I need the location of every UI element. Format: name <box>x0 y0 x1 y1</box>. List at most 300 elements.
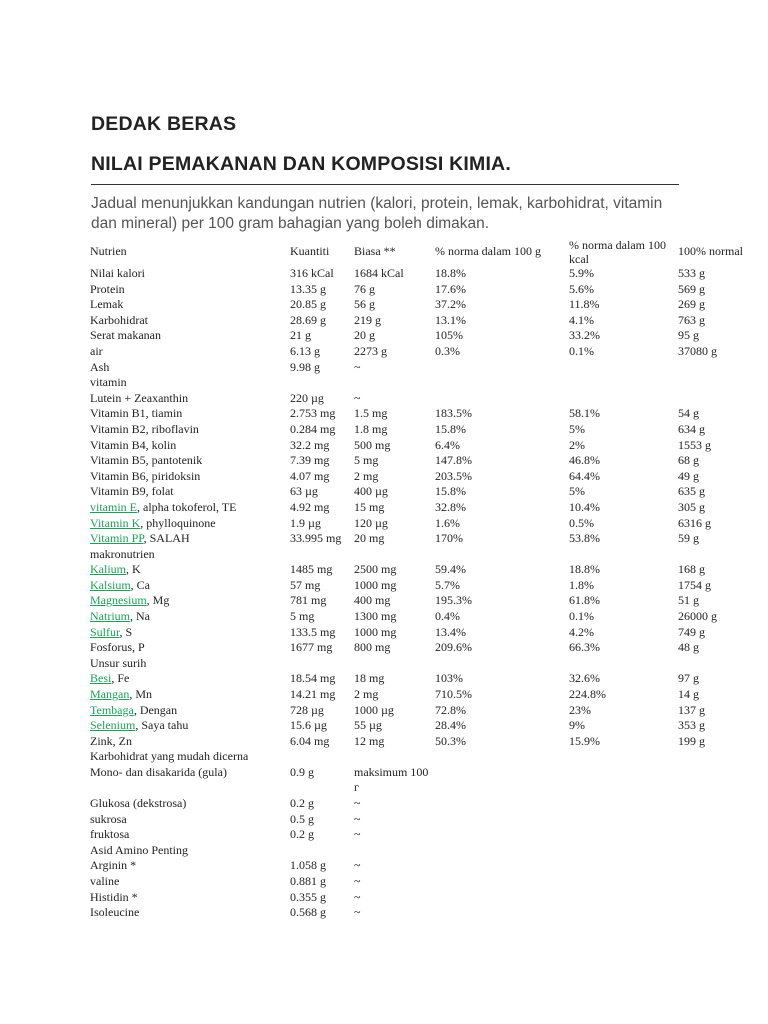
cell-quantity <box>290 749 354 765</box>
cell-full-norm: 59 g <box>678 531 699 546</box>
cell-quantity: 2.753 mg <box>290 406 336 421</box>
table-row <box>90 687 768 703</box>
nutrient-label: Vitamin B5, pantotenik <box>90 453 203 468</box>
cell-pct-100kcal: 53.8% <box>569 531 600 546</box>
cell-quantity: 14.21 mg <box>290 687 336 702</box>
cell-norm: 76 g <box>354 281 375 296</box>
cell-pct-100g: 17.6% <box>435 281 466 296</box>
table-header-row <box>90 237 768 266</box>
cell-nutrient <box>90 578 290 594</box>
nutrient-label: vitamin <box>90 375 127 390</box>
cell-nutrient <box>90 640 290 656</box>
cell-full-norm: 1754 g <box>678 577 711 592</box>
cell-norm: 2 mg <box>354 468 379 483</box>
cell-quantity <box>290 843 354 859</box>
table-row <box>90 562 768 578</box>
nutrient-label: Unsur surih <box>90 655 147 670</box>
cell-pct-100kcal: 61.8% <box>569 593 600 608</box>
table-row <box>90 438 768 454</box>
cell-pct-100g: 170% <box>435 531 463 546</box>
nutrient-label: , Ca <box>130 577 151 592</box>
cell-pct-100kcal: 32.6% <box>569 671 600 686</box>
cell-nutrient <box>90 656 290 672</box>
nutrient-label: Nilai kalori <box>90 266 145 280</box>
table-row <box>90 282 768 298</box>
cell-pct-100kcal <box>569 812 678 828</box>
cell-norm <box>354 375 435 391</box>
cell-full-norm: 137 g <box>678 702 705 717</box>
cell-full-norm <box>678 843 768 859</box>
cell-pct-100kcal <box>569 656 678 672</box>
header-nutrient: Nutrien <box>90 243 127 258</box>
cell-full-norm: 48 g <box>678 640 699 655</box>
intro-paragraph: Jadual menunjukkan kandungan nutrien (kalori, protein, lemak, karbohidrat, vitamin dan mineral) per 100 gram bahagian yang boleh dimakan. <box>91 195 663 232</box>
cell-norm: 2500 mg <box>354 562 397 577</box>
nutrient-label: Ash <box>90 359 110 374</box>
cell-pct-100g: 13.4% <box>435 624 466 639</box>
cell-pct-100kcal: 23% <box>569 702 591 717</box>
nutrient-label: Vitamin B4, kolin <box>90 437 177 452</box>
cell-nutrient <box>90 313 290 329</box>
cell-full-norm: 168 g <box>678 562 705 577</box>
nutrient-link[interactable]: Kalium <box>90 562 126 577</box>
cell-pct-100kcal: 46.8% <box>569 453 600 468</box>
cell-pct-100g: 710.5% <box>435 687 472 702</box>
cell-pct-100kcal <box>569 890 678 906</box>
cell-full-norm: 37080 g <box>678 343 717 358</box>
cell-norm: 1300 mg <box>354 609 397 624</box>
cell-nutrient <box>90 484 290 500</box>
cell-nutrient <box>90 749 290 765</box>
cell-nutrient <box>90 703 290 719</box>
cell-full-norm <box>678 874 768 890</box>
cell-quantity: 18.54 mg <box>290 671 336 686</box>
cell-full-norm <box>678 375 768 391</box>
cell-nutrient <box>90 469 290 485</box>
table-row <box>90 625 768 641</box>
table-row <box>90 843 768 859</box>
cell-pct-100kcal <box>569 360 678 376</box>
cell-nutrient <box>90 360 290 376</box>
nutrient-label: , Dengan <box>133 702 178 717</box>
cell-full-norm: 749 g <box>678 624 705 639</box>
cell-quantity: 57 mg <box>290 577 321 592</box>
cell-pct-100kcal: 5.9% <box>569 266 594 280</box>
cell-pct-100kcal: 0.1% <box>569 609 594 624</box>
cell-full-norm <box>678 656 768 672</box>
cell-quantity: 15.6 µg <box>290 718 327 733</box>
cell-full-norm: 763 g <box>678 312 705 327</box>
cell-full-norm <box>678 890 768 906</box>
cell-nutrient <box>90 375 290 391</box>
cell-pct-100kcal <box>569 827 678 843</box>
cell-norm <box>354 547 435 563</box>
table-row <box>90 328 768 344</box>
cell-norm: 400 µg <box>354 484 388 499</box>
cell-quantity: 1.9 µg <box>290 515 321 530</box>
table-row <box>90 703 768 719</box>
cell-pct-100g: 32.8% <box>435 499 466 514</box>
cell-nutrient <box>90 874 290 890</box>
nutrient-label: Arginin * <box>90 858 137 873</box>
cell-norm: 1000 µg <box>354 702 394 717</box>
cell-pct-100kcal: 5% <box>569 421 585 436</box>
table-row <box>90 827 768 843</box>
cell-pct-100kcal: 5% <box>569 484 585 499</box>
cell-nutrient <box>90 438 290 454</box>
cell-full-norm <box>678 765 768 796</box>
table-row <box>90 469 768 485</box>
cell-norm: 500 mg <box>354 437 391 452</box>
table-row <box>90 905 768 921</box>
cell-full-norm <box>678 547 768 563</box>
cell-full-norm <box>678 812 768 828</box>
cell-pct-100kcal: 5.6% <box>569 281 594 296</box>
cell-quantity: 1485 mg <box>290 562 333 577</box>
cell-quantity <box>290 656 354 672</box>
cell-norm: ~ <box>354 827 361 842</box>
cell-pct-100g <box>435 656 569 672</box>
table-row <box>90 656 768 672</box>
table-row <box>90 422 768 438</box>
nutrient-label: , Mn <box>129 687 152 702</box>
header-norm: Biasa ** <box>354 243 396 258</box>
table-row <box>90 453 768 469</box>
cell-nutrient <box>90 422 290 438</box>
cell-pct-100kcal: 10.4% <box>569 499 600 514</box>
nutrient-link[interactable]: Vitamin PP <box>90 531 144 546</box>
cell-full-norm: 54 g <box>678 406 699 421</box>
cell-full-norm <box>678 858 768 874</box>
cell-pct-100kcal: 58.1% <box>569 406 600 421</box>
table-row <box>90 718 768 734</box>
cell-nutrient <box>90 547 290 563</box>
cell-pct-100g: 0.4% <box>435 609 460 624</box>
cell-nutrient <box>90 282 290 298</box>
table-row <box>90 547 768 563</box>
cell-pct-100g <box>435 874 569 890</box>
cell-nutrient <box>90 500 290 516</box>
cell-quantity: 0.2 g <box>290 827 314 842</box>
cell-pct-100g <box>435 547 569 563</box>
cell-norm: 219 g <box>354 312 381 327</box>
cell-pct-100kcal <box>569 375 678 391</box>
cell-quantity: 1.058 g <box>290 858 326 873</box>
nutrient-label: Karbohidrat yang mudah dicerna <box>90 749 249 764</box>
nutrient-link[interactable]: Magnesium <box>90 593 147 608</box>
nutrient-link[interactable]: Kalsium <box>90 577 131 592</box>
cell-nutrient <box>90 718 290 734</box>
cell-quantity: 9.98 g <box>290 359 320 374</box>
cell-nutrient <box>90 531 290 547</box>
nutrient-label: , S <box>119 624 133 639</box>
table-row <box>90 391 768 407</box>
cell-quantity: 7.39 mg <box>290 453 330 468</box>
nutrient-label: Protein <box>90 281 125 296</box>
cell-pct-100g: 37.2% <box>435 297 466 312</box>
cell-nutrient <box>90 858 290 874</box>
table-row <box>90 765 768 796</box>
nutrient-label: sukrosa <box>90 811 127 826</box>
header-full-norm: 100% normal <box>678 243 743 258</box>
cell-pct-100g <box>435 375 569 391</box>
cell-quantity: 33.995 mg <box>290 531 342 546</box>
cell-nutrient <box>90 453 290 469</box>
cell-nutrient <box>90 266 290 282</box>
cell-full-norm: 68 g <box>678 453 699 468</box>
cell-quantity: 13.35 g <box>290 281 326 296</box>
cell-pct-100g <box>435 360 569 376</box>
cell-norm: 1000 mg <box>354 577 397 592</box>
cell-pct-100kcal: 0.1% <box>569 343 594 358</box>
cell-quantity: 28.69 g <box>290 312 326 327</box>
cell-pct-100g: 147.8% <box>435 453 472 468</box>
cell-nutrient <box>90 344 290 360</box>
cell-pct-100g: 15.8% <box>435 421 466 436</box>
cell-quantity: 781 mg <box>290 593 327 608</box>
nutrient-label: , alpha tokoferol, TE <box>137 499 237 514</box>
cell-norm: 1000 mg <box>354 624 397 639</box>
header-quantity: Kuantiti <box>290 243 330 258</box>
table-row <box>90 578 768 594</box>
cell-norm: ~ <box>354 811 361 826</box>
nutrient-label: Vitamin B6, piridoksin <box>90 468 201 483</box>
cell-pct-100kcal: 66.3% <box>569 640 600 655</box>
cell-pct-100g: 195.3% <box>435 593 472 608</box>
nutrient-label: , Na <box>130 609 150 624</box>
cell-pct-100g: 18.8% <box>435 266 466 280</box>
cell-norm: 15 mg <box>354 499 385 514</box>
cell-nutrient <box>90 812 290 828</box>
nutrient-label: Histidin * <box>90 889 138 904</box>
cell-pct-100g: 105% <box>435 328 463 343</box>
nutrient-label: Isoleucine <box>90 905 140 920</box>
cell-pct-100g: 5.7% <box>435 577 460 592</box>
cell-pct-100kcal <box>569 874 678 890</box>
cell-norm: ~ <box>354 858 361 873</box>
cell-pct-100g <box>435 765 569 796</box>
nutrient-link[interactable]: Tembaga <box>90 702 134 717</box>
cell-full-norm: 95 g <box>678 328 699 343</box>
cell-full-norm <box>678 749 768 765</box>
cell-pct-100g <box>435 796 569 812</box>
table-row <box>90 344 768 360</box>
nutrient-label: makronutrien <box>90 546 155 561</box>
cell-pct-100kcal: 4.2% <box>569 624 594 639</box>
cell-pct-100kcal: 224.8% <box>569 687 606 702</box>
cell-full-norm <box>678 905 768 921</box>
cell-nutrient <box>90 593 290 609</box>
table-row <box>90 297 768 313</box>
header-pct-100g: % norma dalam 100 g <box>435 243 541 258</box>
cell-pct-100kcal <box>569 391 678 407</box>
cell-pct-100g: 103% <box>435 671 463 686</box>
cell-nutrient <box>90 625 290 641</box>
table-row <box>90 640 768 656</box>
table-row <box>90 734 768 750</box>
cell-pct-100g <box>435 749 569 765</box>
cell-pct-100kcal: 1.8% <box>569 577 594 592</box>
nutrient-label: Zink, Zn <box>90 733 132 748</box>
cell-quantity: 0.9 g <box>290 765 314 779</box>
cell-pct-100kcal <box>569 796 678 812</box>
cell-pct-100g: 183.5% <box>435 406 472 421</box>
cell-norm: 12 mg <box>354 733 385 748</box>
cell-full-norm <box>678 796 768 812</box>
cell-full-norm <box>678 827 768 843</box>
cell-quantity: 0.881 g <box>290 873 326 888</box>
cell-full-norm: 97 g <box>678 671 699 686</box>
cell-nutrient <box>90 562 290 578</box>
cell-full-norm: 569 g <box>678 281 705 296</box>
nutrient-label: Mono- dan disakarida (gula) <box>90 765 227 779</box>
cell-full-norm <box>678 391 768 407</box>
table-row <box>90 874 768 890</box>
cell-nutrient <box>90 687 290 703</box>
cell-norm: 55 µg <box>354 718 382 733</box>
cell-pct-100kcal: 15.9% <box>569 733 600 748</box>
cell-norm: ~ <box>354 796 361 810</box>
nutrient-label: , K <box>126 562 141 577</box>
nutrient-label: , SALAH <box>143 531 190 546</box>
cell-pct-100kcal <box>569 749 678 765</box>
table-row <box>90 516 768 532</box>
cell-quantity: 0.355 g <box>290 889 326 904</box>
cell-nutrient <box>90 905 290 921</box>
cell-full-norm: 14 g <box>678 687 699 702</box>
cell-nutrient <box>90 827 290 843</box>
cell-pct-100g: 6.4% <box>435 437 460 452</box>
nutrient-label: , phylloquinone <box>140 515 216 530</box>
cell-nutrient <box>90 765 290 796</box>
cell-nutrient <box>90 609 290 625</box>
cell-norm: ~ <box>354 889 361 904</box>
cell-pct-100kcal: 64.4% <box>569 468 600 483</box>
cell-norm: 800 mg <box>354 640 391 655</box>
nutrient-label: Serat makanan <box>90 328 161 343</box>
cell-pct-100g <box>435 843 569 859</box>
table-row <box>90 749 768 765</box>
nutrient-label: Vitamin B9, folat <box>90 484 174 499</box>
nutrient-link[interactable]: Vitamin K <box>90 515 141 530</box>
cell-norm: ~ <box>354 905 361 920</box>
cell-norm: 1.8 mg <box>354 421 388 436</box>
cell-full-norm: 6316 g <box>678 515 711 530</box>
cell-norm: 2273 g <box>354 343 387 358</box>
cell-full-norm: 1553 g <box>678 437 711 452</box>
nutrient-label: valine <box>90 873 120 888</box>
nutrient-label: Fosforus, P <box>90 640 145 655</box>
cell-quantity: 1677 mg <box>290 640 333 655</box>
cell-norm: ~ <box>354 873 361 888</box>
cell-quantity: 133.5 mg <box>290 624 336 639</box>
cell-quantity: 0.5 g <box>290 811 314 826</box>
header-pct-100kcal: % norma dalam 100 kcal <box>569 237 666 266</box>
cell-full-norm: 26000 g <box>678 609 717 624</box>
cell-pct-100g <box>435 858 569 874</box>
cell-nutrient <box>90 297 290 313</box>
page-title: DEDAK BERAS <box>91 113 237 135</box>
cell-pct-100g: 59.4% <box>435 562 466 577</box>
cell-norm <box>354 656 435 672</box>
cell-pct-100g <box>435 890 569 906</box>
cell-quantity: 21 g <box>290 328 311 343</box>
table-row <box>90 406 768 422</box>
cell-quantity: 0.568 g <box>290 905 326 920</box>
nutrient-link[interactable]: Mangan <box>90 687 130 702</box>
cell-norm: 56 g <box>354 297 375 312</box>
cell-norm: 5 mg <box>354 453 379 468</box>
cell-quantity: 6.13 g <box>290 343 320 358</box>
cell-pct-100kcal: 11.8% <box>569 297 600 312</box>
cell-quantity: 220 µg <box>290 390 324 405</box>
cell-nutrient <box>90 734 290 750</box>
cell-full-norm: 533 g <box>678 266 705 280</box>
table-row <box>90 500 768 516</box>
cell-norm: 1684 kCal <box>354 266 404 280</box>
cell-quantity <box>290 375 354 391</box>
table-row <box>90 609 768 625</box>
cell-pct-100g <box>435 391 569 407</box>
cell-pct-100kcal <box>569 843 678 859</box>
nutrition-table <box>90 237 768 921</box>
table-row <box>90 671 768 687</box>
cell-quantity: 0.284 mg <box>290 421 336 436</box>
cell-norm: 2 mg <box>354 687 379 702</box>
cell-pct-100g: 28.4% <box>435 718 466 733</box>
cell-full-norm: 199 g <box>678 733 705 748</box>
cell-norm: 18 mg <box>354 671 385 686</box>
nutrient-label: , Mg <box>146 593 170 608</box>
cell-full-norm: 305 g <box>678 499 705 514</box>
cell-full-norm: 634 g <box>678 421 705 436</box>
nutrient-label: Vitamin B1, tiamin <box>90 406 183 421</box>
cell-pct-100g <box>435 827 569 843</box>
nutrient-label: Asid Amino Penting <box>90 842 189 857</box>
nutrient-link[interactable]: Sulfur <box>90 624 120 639</box>
cell-quantity: 0.2 g <box>290 796 314 810</box>
cell-quantity: 20.85 g <box>290 297 326 312</box>
section-heading: NILAI PEMAKANAN DAN KOMPOSISI KIMIA. <box>91 153 511 175</box>
table-row <box>90 375 768 391</box>
table-row <box>90 360 768 376</box>
cell-norm <box>354 843 435 859</box>
nutrient-label: Lutein + Zeaxanthin <box>90 390 189 405</box>
cell-norm: ~ <box>354 359 361 374</box>
cell-nutrient <box>90 391 290 407</box>
table-row <box>90 313 768 329</box>
cell-pct-100g: 209.6% <box>435 640 472 655</box>
cell-nutrient <box>90 890 290 906</box>
table-row <box>90 796 768 812</box>
table-row <box>90 531 768 547</box>
cell-quantity: 6.04 mg <box>290 733 330 748</box>
table-row <box>90 266 768 282</box>
nutrient-link[interactable]: vitamin E <box>90 499 137 514</box>
heading-divider <box>91 184 679 185</box>
nutrient-link[interactable]: Selenium <box>90 718 136 733</box>
cell-norm: maksimum 100 г <box>354 765 429 794</box>
nutrient-label: air <box>90 343 103 358</box>
cell-full-norm: 49 g <box>678 468 699 483</box>
nutrient-link[interactable]: Natrium <box>90 609 130 624</box>
cell-nutrient <box>90 516 290 532</box>
nutrient-link[interactable]: Besi <box>90 671 112 686</box>
cell-pct-100kcal: 0.5% <box>569 515 594 530</box>
cell-pct-100kcal: 2% <box>569 437 585 452</box>
cell-pct-100g: 50.3% <box>435 733 466 748</box>
cell-full-norm: 269 g <box>678 297 705 312</box>
